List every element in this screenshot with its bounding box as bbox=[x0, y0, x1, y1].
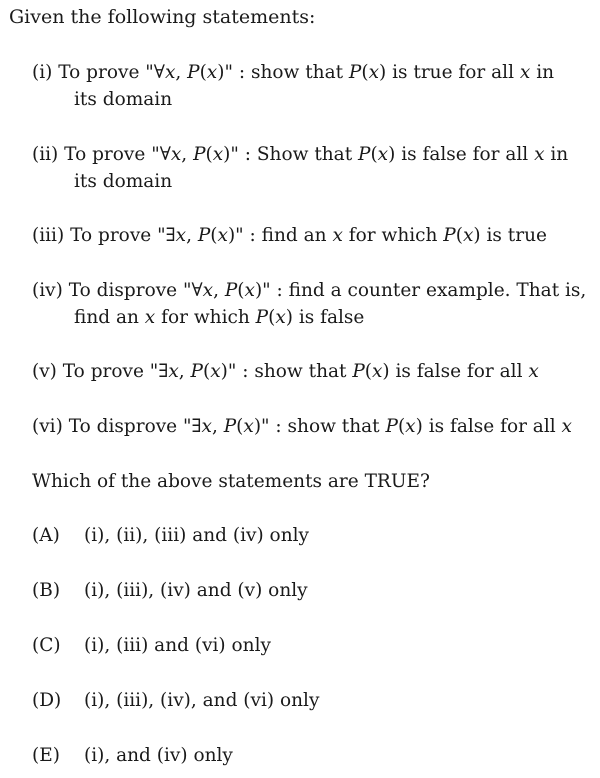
option-e[interactable] bbox=[32, 742, 233, 769]
option-text: (i), (iii), (iv) and (v) only bbox=[84, 580, 308, 601]
statement-text: To prove "∀𝑥, 𝑃(𝑥)" : Show that 𝑃(𝑥) is false for all 𝑥 in bbox=[64, 144, 569, 165]
statement-number: (vi) bbox=[32, 416, 63, 437]
question-text: Which of the above statements are TRUE? bbox=[32, 471, 430, 492]
statement-iv bbox=[32, 277, 586, 331]
statement-number: (i) bbox=[32, 62, 53, 83]
intro-text: Given the following statements: bbox=[9, 6, 316, 28]
option-d[interactable] bbox=[32, 687, 319, 714]
option-b[interactable] bbox=[32, 577, 308, 604]
option-c[interactable] bbox=[32, 632, 271, 659]
statement-text: To disprove "∃𝑥, 𝑃(𝑥)" : show that 𝑃(𝑥) is false for all 𝑥 bbox=[68, 416, 572, 437]
statement-v bbox=[32, 358, 539, 385]
statement-iii bbox=[32, 222, 547, 249]
option-text: (i), (iii) and (vi) only bbox=[84, 635, 271, 656]
statement-ii bbox=[32, 141, 568, 195]
option-text: (i), (ii), (iii) and (iv) only bbox=[84, 525, 309, 546]
option-label: (C) bbox=[32, 635, 61, 656]
statement-text: To disprove "∀𝑥, 𝑃(𝑥)" : find a counter example. That is, bbox=[68, 280, 587, 301]
option-a[interactable] bbox=[32, 522, 309, 549]
statement-number: (iii) bbox=[32, 225, 65, 246]
option-label: (D) bbox=[32, 690, 62, 711]
statement-vi bbox=[32, 413, 572, 440]
option-text: (i), and (iv) only bbox=[84, 745, 233, 766]
statement-number: (iv) bbox=[32, 280, 63, 301]
option-label: (B) bbox=[32, 580, 61, 601]
statement-text: To prove "∀𝑥, 𝑃(𝑥)" : show that 𝑃(𝑥) is true for all 𝑥 in bbox=[58, 62, 555, 83]
statement-text: To prove "∃𝑥, 𝑃(𝑥)" : find an 𝑥 for which 𝑃(𝑥) is true bbox=[70, 225, 547, 246]
option-label: (E) bbox=[32, 745, 60, 766]
statement-number: (ii) bbox=[32, 144, 59, 165]
statement-i bbox=[32, 59, 554, 113]
statement-text-continued: its domain bbox=[74, 89, 173, 110]
statement-number: (v) bbox=[32, 361, 57, 382]
statement-text: To prove "∃𝑥, 𝑃(𝑥)" : show that 𝑃(𝑥) is false for all 𝑥 bbox=[62, 361, 539, 382]
statement-text-continued: find an 𝑥 for which 𝑃(𝑥) is false bbox=[74, 307, 365, 328]
option-label: (A) bbox=[32, 525, 60, 546]
option-text: (i), (iii), (iv), and (vi) only bbox=[84, 690, 320, 711]
statement-text-continued: its domain bbox=[74, 171, 173, 192]
